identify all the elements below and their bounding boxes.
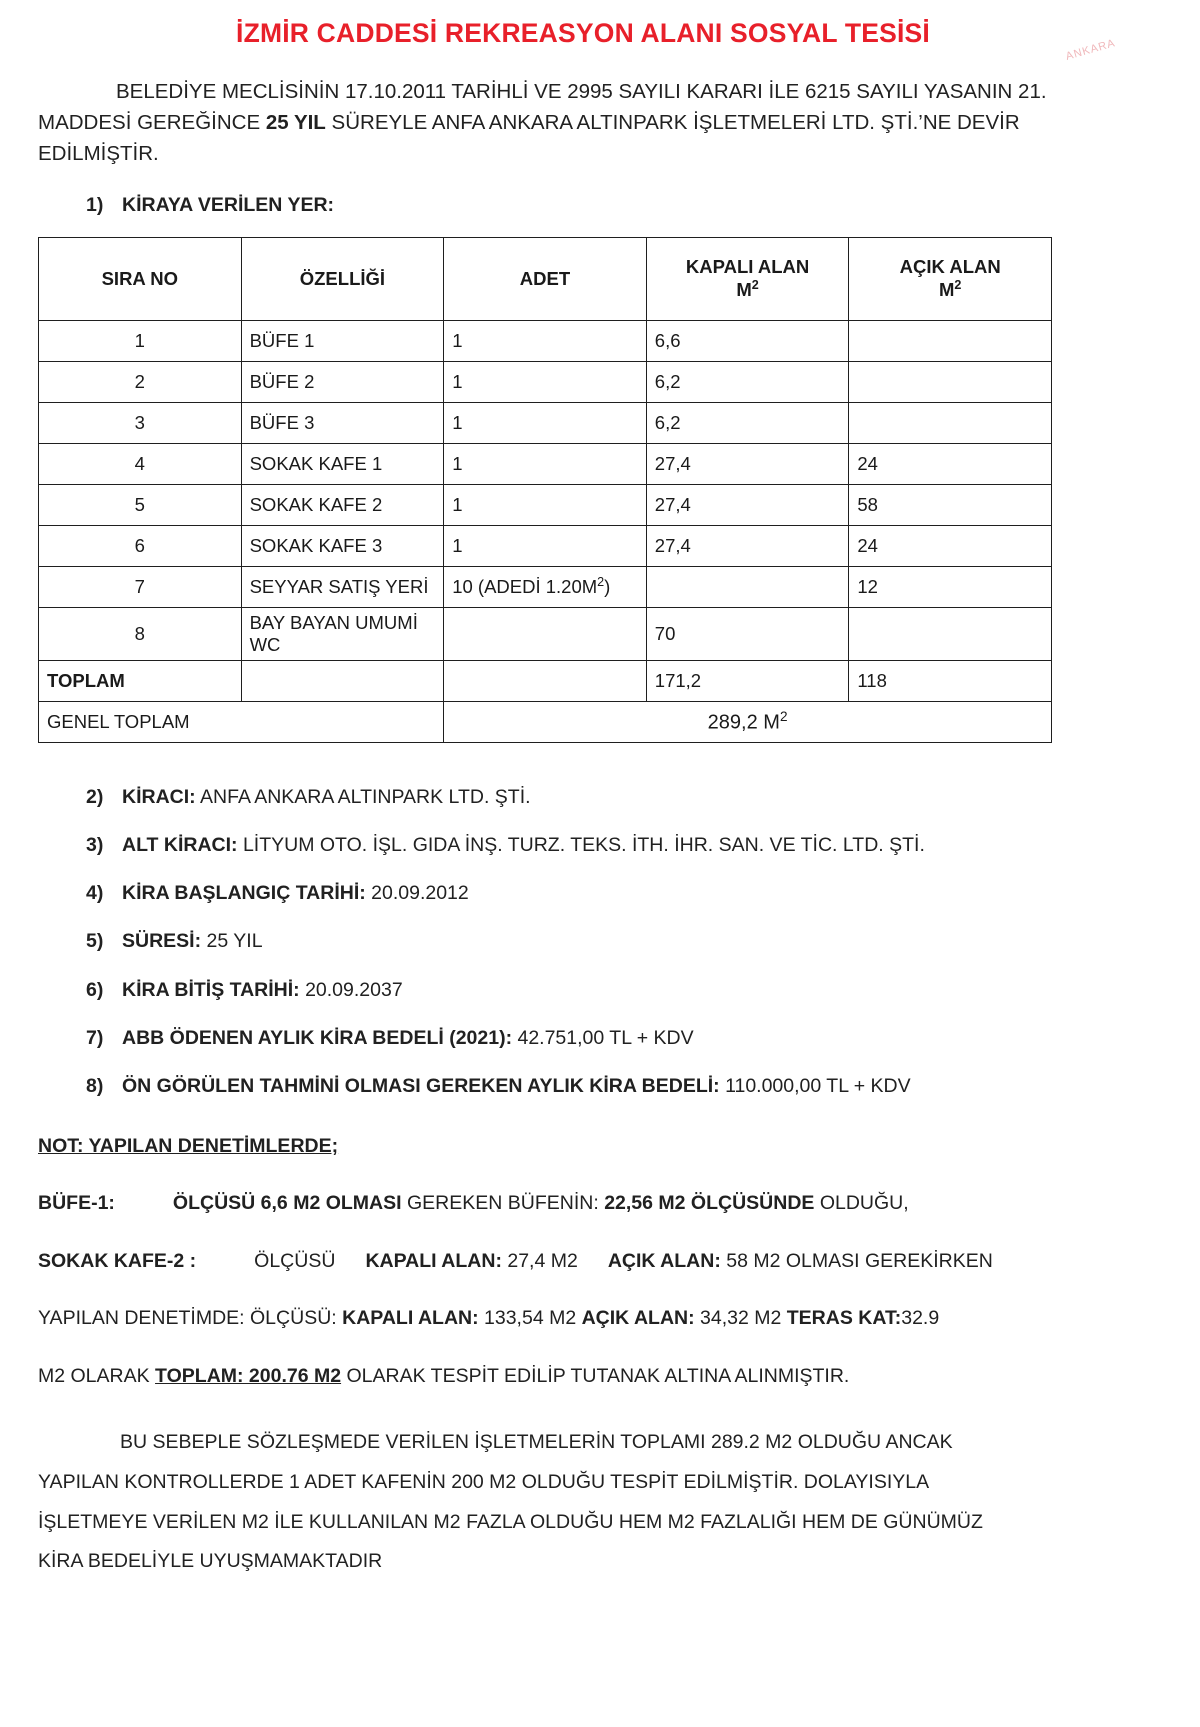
- cell-adet: 1: [444, 443, 647, 484]
- note-sokak-kafe2-line1: [38, 1246, 1128, 1278]
- note-toplam-value: TOPLAM: 200.76 M2: [155, 1365, 342, 1387]
- cell-ozelligi: SEYYAR SATIŞ YERİ: [241, 566, 444, 607]
- rent-table: [38, 237, 1052, 743]
- intro-text-bold: 25 YIL: [265, 110, 326, 134]
- closing-line-1-text: BU SEBEPLE SÖZLEŞMEDE VERİLEN İŞLETMELERİN TOPLAMI 289.2 M2 OLDUĞU ANCAK: [120, 1430, 953, 1453]
- list-item-on-gorulen-tahmini-aylik-kira-bedeli: [38, 1072, 1128, 1101]
- list-item-content: [86, 927, 263, 956]
- cell-grand-total-label: GENEL TOPLAM: [39, 701, 444, 742]
- table-header-row: [39, 237, 1052, 320]
- cell-acik-alan: [849, 361, 1052, 402]
- list-item-kira-baslangic-tarihi: [38, 879, 1128, 908]
- closing-line-3: İŞLETMEYE VERİLEN M2 İLE KULLANILAN M2 FAZLA OLDUĞU HEM M2 FAZLALIĞI HEM DE GÜNÜMÜZ: [38, 1510, 983, 1533]
- note-toplam-prefix: M2 OLARAK: [38, 1365, 156, 1387]
- column-header-ozelligi: ÖZELLİĞİ: [241, 237, 444, 320]
- list-item-alt-kiraci: [38, 831, 1128, 860]
- cell-adet-tail: ): [604, 576, 611, 598]
- cell-sira-no: 3: [39, 402, 242, 443]
- column-header-acik-alan: [849, 237, 1052, 320]
- note-heading: NOT: YAPILAN DENETİMLERDE;: [38, 1135, 339, 1158]
- table-body: [39, 320, 1052, 742]
- cell-ozelligi: SOKAK KAFE 3: [241, 525, 444, 566]
- cell-kapali-alan: 70: [646, 607, 849, 660]
- cell-grand-total-value-base: 289,2 M: [707, 711, 780, 734]
- cell-ozelligi: SOKAK KAFE 1: [241, 443, 444, 484]
- cell-adet: 1: [444, 320, 647, 361]
- cell-kapali-alan: 6,2: [646, 402, 849, 443]
- cell-sira-no: 5: [39, 484, 242, 525]
- closing-line-2: YAPILAN KONTROLLERDE 1 ADET KAFENİN 200 M2 OLDUĞU TESPİT EDİLMİŞTİR. DOLAYISIYLA: [38, 1470, 930, 1493]
- note-bufe1-label: BÜFE-1:: [38, 1192, 115, 1215]
- note-denetim-teras-value: 32.9: [901, 1307, 940, 1330]
- list-item-suresi: [38, 927, 1128, 956]
- page-title: İZMİR CADDESİ REKREASYON ALANI SOSYAL TESİSİ: [236, 18, 930, 48]
- closing-line-4: KİRA BEDELİYLE UYUŞMAMAKTADIR: [38, 1550, 383, 1573]
- column-header-kapali-alan-text: KAPALI ALAN: [685, 256, 810, 278]
- list-item-label: SÜRESİ:: [122, 930, 202, 953]
- note-denetim-acik-label: AÇIK ALAN:: [581, 1307, 695, 1330]
- section-one-label: KİRAYA VERİLEN YER:: [122, 194, 335, 217]
- cell-sira-no: 7: [39, 566, 242, 607]
- list-item-kira-bitis-tarihi: [38, 976, 1128, 1005]
- cell-ozelligi: SOKAK KAFE 2: [241, 484, 444, 525]
- table-row: [39, 607, 1052, 660]
- list-item-content: [86, 831, 925, 860]
- note-bufe1-text3: OLDUĞU,: [814, 1192, 909, 1215]
- note-denetim-prefix: YAPILAN DENETİMDE: ÖLÇÜSÜ:: [38, 1307, 343, 1330]
- note-denetim-acik-value: 34,32 M2: [694, 1307, 787, 1330]
- cell-ozelligi: BÜFE 3: [241, 402, 444, 443]
- column-header-acik-unit: M: [938, 279, 955, 301]
- rent-table-container: [38, 237, 1128, 743]
- column-header-kapali-unit-sup: 2: [751, 278, 759, 293]
- cell-kapali-alan: 27,4: [646, 484, 849, 525]
- table-row: [39, 402, 1052, 443]
- cell-adet: 1: [444, 484, 647, 525]
- list-item-content: [86, 879, 469, 908]
- note-sokak-kafe2-kapali-value: 27,4 M2: [501, 1249, 578, 1272]
- list-item-number: 8): [86, 1075, 104, 1098]
- note-sokak-kafe2-kapali-label: KAPALI ALAN:: [365, 1249, 502, 1272]
- list-item-value: LİTYUM OTO. İŞL. GIDA İNŞ. TURZ. TEKS. İTH. İHR. SAN. VE TİC. LTD. ŞTİ.: [237, 833, 925, 856]
- note-sokak-kafe2-tail: OLMASI GEREKİRKEN: [780, 1249, 993, 1272]
- intro-text-part1: BELEDİYE MECLİSİNİN 17.10.2011 TARİHLİ VE 2995 SAYILI KARARI İLE 6215 SAYILI YASANIN 21. MADDESİ GEREĞİNCE: [38, 79, 1047, 134]
- note-bufe1-bold2: 22,56 M2 ÖLÇÜSÜNDE: [604, 1192, 815, 1215]
- list-item-label: ABB ÖDENEN AYLIK KİRA BEDELİ (2021):: [122, 1026, 513, 1049]
- list-item-value: 42.751,00 TL + KDV: [512, 1026, 694, 1049]
- closing-line-1: [38, 1423, 1128, 1463]
- cell-adet: 1: [444, 361, 647, 402]
- cell-total-ozelligi: [241, 660, 444, 701]
- list-item-content: [86, 783, 531, 812]
- note-denetim-teras-label: TERAS KAT:: [786, 1307, 902, 1330]
- intro-text-part2: SÜREYLE ANFA ANKARA ALTINPARK İŞLETMELERİ LTD. ŞTİ.’NE DEVİR EDİLMİŞTİR.: [38, 110, 1020, 166]
- list-item-value: 20.09.2012: [365, 882, 469, 905]
- list-item-number: 5): [86, 930, 104, 953]
- cell-sira-no: 4: [39, 443, 242, 484]
- cell-sira-no: 6: [39, 525, 242, 566]
- note-bufe1: [38, 1188, 1128, 1220]
- table-row: [39, 320, 1052, 361]
- note-sokak-kafe2-label: SOKAK KAFE-2 :: [38, 1249, 197, 1272]
- note-toplam-tail: OLARAK TESPİT EDİLİP TUTANAK ALTINA ALINMIŞTIR.: [341, 1365, 850, 1387]
- column-header-kapali-unit: M: [736, 279, 752, 301]
- table-row: [39, 443, 1052, 484]
- cell-sira-no: 1: [39, 320, 242, 361]
- cell-total-adet: [444, 660, 647, 701]
- list-item-label: KİRA BİTİŞ TARİHİ:: [122, 978, 300, 1001]
- cell-adet-sup: 2: [597, 574, 605, 589]
- list-item-label: KİRA BAŞLANGIÇ TARİHİ:: [122, 882, 366, 905]
- list-item-value: ANFA ANKARA ALTINPARK LTD. ŞTİ.: [195, 785, 531, 808]
- cell-adet: 1: [444, 525, 647, 566]
- list-item-content: [86, 976, 403, 1005]
- note-bufe1-text1: GEREKEN: [401, 1192, 508, 1215]
- list-item-number: 3): [86, 833, 104, 856]
- cell-adet: 1: [444, 402, 647, 443]
- cell-acik-alan: [849, 320, 1052, 361]
- note-denetim-kapali-value: 133,54 M2: [478, 1307, 582, 1330]
- list-item-value: 25 YIL: [201, 930, 263, 953]
- table-total-row: [39, 660, 1052, 701]
- note-sokak-kafe2-acik-label: AÇIK ALAN:: [607, 1249, 721, 1272]
- table-grand-total-row: [39, 701, 1052, 742]
- list-item-number: 7): [86, 1026, 104, 1049]
- table-row: [39, 361, 1052, 402]
- list-item-label: KİRACI:: [122, 785, 196, 808]
- cell-total-kapali-alan: 171,2: [646, 660, 849, 701]
- list-item-content: [86, 1024, 694, 1053]
- cell-kapali-alan: 27,4: [646, 525, 849, 566]
- cell-acik-alan: 24: [849, 525, 1052, 566]
- cell-acik-alan: 12: [849, 566, 1052, 607]
- table-row: [39, 525, 1052, 566]
- column-header-adet: ADET: [444, 237, 647, 320]
- note-sokak-kafe2-acik-value: 58 M2: [720, 1249, 781, 1272]
- cell-sira-no: 2: [39, 361, 242, 402]
- cell-acik-alan: 58: [849, 484, 1052, 525]
- table-row: [39, 484, 1052, 525]
- cell-adet-base: 10 (ADEDİ 1.20M: [452, 576, 598, 598]
- cell-acik-alan: [849, 607, 1052, 660]
- cell-grand-total-value-sup: 2: [779, 708, 788, 724]
- table-row: [39, 566, 1052, 607]
- cell-kapali-alan: 6,2: [646, 361, 849, 402]
- list-item-label: ALT KİRACI:: [122, 833, 238, 856]
- cell-ozelligi: BÜFE 1: [241, 320, 444, 361]
- cell-kapali-alan: 27,4: [646, 443, 849, 484]
- cell-ozelligi: BAY BAYAN UMUMİ WC: [241, 607, 444, 660]
- cell-total-acik-alan: 118: [849, 660, 1052, 701]
- cell-kapali-alan: [646, 566, 849, 607]
- list-item-value: 20.09.2037: [299, 978, 403, 1001]
- column-header-kapali-alan: [646, 237, 849, 320]
- watermark: ANKARA: [1064, 37, 1117, 63]
- note-sokak-kafe2-line2: [38, 1303, 1128, 1335]
- list-item-kiraci: [38, 783, 1128, 812]
- column-header-sira-no: SIRA NO: [39, 237, 242, 320]
- list-item-number: 6): [86, 978, 104, 1001]
- note-sokak-kafe2-line3: [38, 1361, 1128, 1393]
- list-item-label: ÖN GÖRÜLEN TAHMİNİ OLMASI GEREKEN AYLIK KİRA BEDELİ:: [122, 1075, 720, 1098]
- closing-paragraphs: [38, 1423, 1128, 1583]
- column-header-acik-unit-sup: 2: [954, 278, 962, 293]
- section-one-number: 1): [86, 194, 104, 217]
- section-one-heading: [38, 191, 1128, 220]
- cell-acik-alan: 24: [849, 443, 1052, 484]
- list-item-number: 2): [86, 785, 104, 808]
- intro-paragraph: [38, 76, 1128, 169]
- list-item-content: [86, 1072, 911, 1101]
- list-item-abb-odenen-aylik-kira-bedeli: [38, 1024, 1128, 1053]
- cell-sira-no: 8: [39, 607, 242, 660]
- cell-acik-alan: [849, 402, 1052, 443]
- cell-adet: [444, 607, 647, 660]
- note-bufe1-bold1: ÖLÇÜSÜ 6,6 M2 OLMASI: [172, 1192, 402, 1215]
- cell-ozelligi: BÜFE 2: [241, 361, 444, 402]
- cell-kapali-alan: 6,6: [646, 320, 849, 361]
- cell-total-label: TOPLAM: [39, 660, 242, 701]
- cell-grand-total-value: [444, 701, 1052, 742]
- cell-adet: [444, 566, 647, 607]
- list-item-value: 110.000,00 TL + KDV: [719, 1075, 911, 1098]
- table-header: [39, 237, 1052, 320]
- note-denetim-kapali-label: KAPALI ALAN:: [342, 1307, 479, 1330]
- details-list: [38, 783, 1128, 1102]
- column-header-acik-alan-text: AÇIK ALAN: [899, 256, 1001, 278]
- note-sokak-kafe2-olcusu: ÖLÇÜSÜ: [254, 1249, 336, 1272]
- note-bufe1-text2: BÜFENİN:: [507, 1192, 605, 1215]
- list-item-number: 4): [86, 882, 104, 905]
